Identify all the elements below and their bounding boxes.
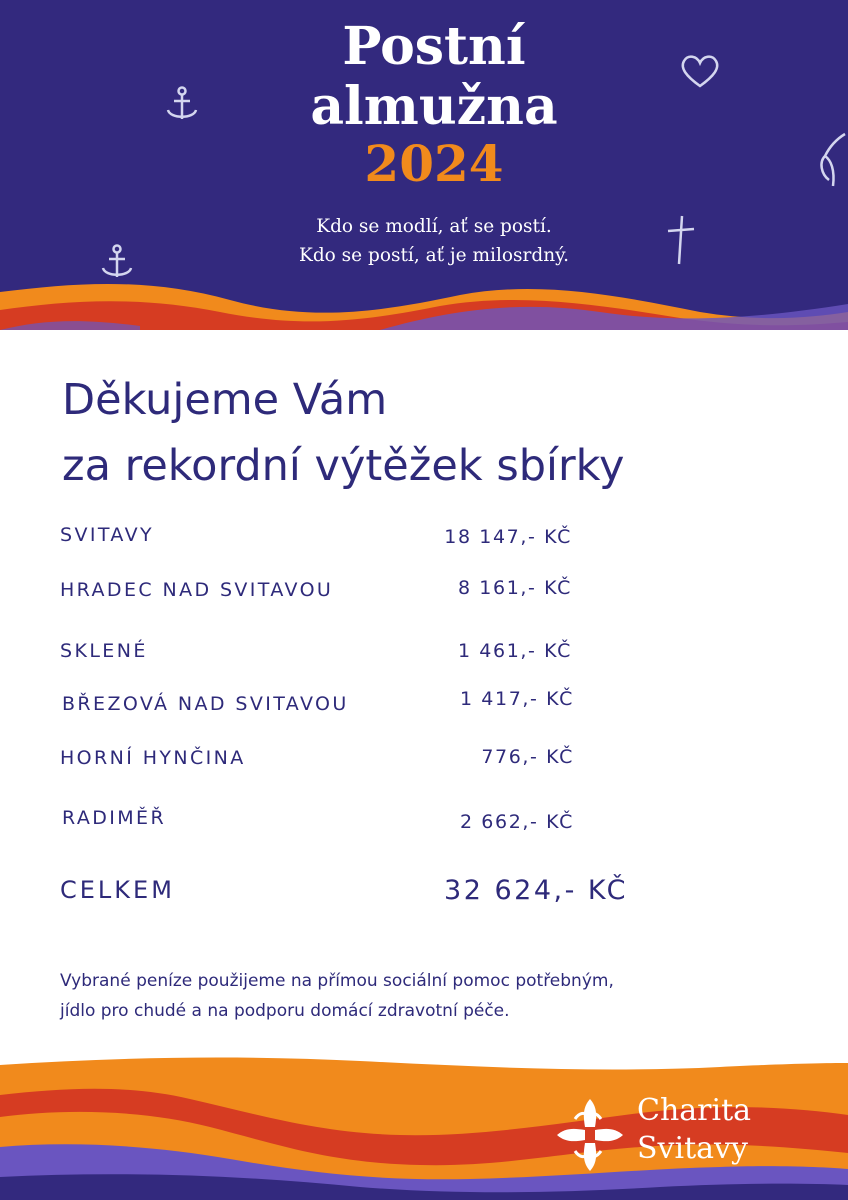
charita-cross-icon (555, 1097, 625, 1173)
collection-place: HRADEC NAD SVITAVOU (60, 579, 334, 601)
collection-amount: 1 417,- KČ (459, 688, 574, 710)
collection-place: SKLENÉ (60, 640, 148, 662)
collection-place: RADIMĚŘ (62, 807, 167, 829)
cross-icon (664, 214, 698, 266)
collection-place: BŘEZOVÁ NAD SVITAVOU (62, 693, 349, 715)
usage-note-line-1: Vybrané peníze použijeme na přímou sociální pomoc potřebným, (60, 971, 614, 991)
logo-text-line-2: Svitavy (637, 1131, 748, 1166)
anchor-icon (165, 86, 199, 124)
thanks-heading-line-2: za rekordní výtěžek sbírky (62, 441, 625, 491)
motto-line-1: Kdo se modlí, ať se postí. (316, 216, 552, 237)
title-year: 2024 (364, 134, 504, 193)
header-banner (0, 0, 848, 330)
collection-amount: 8 161,- KČ (457, 577, 572, 599)
total-label: CELKEM (60, 876, 175, 904)
collection-amount: 2 662,- KČ (459, 811, 574, 833)
heart-icon (678, 52, 722, 90)
title-line-1: Postní (342, 16, 526, 77)
collection-amount: 18 147,- KČ (444, 526, 572, 548)
motto-line-2: Kdo se postí, ať je milosrdný. (299, 245, 569, 266)
figure-sketch-icon (815, 130, 848, 200)
logo-text-line-1: Charita (637, 1093, 752, 1128)
collection-place: SVITAVY (60, 524, 154, 546)
title-line-2: almužna (310, 76, 558, 137)
collection-place: HORNÍ HYNČINA (60, 747, 246, 769)
collection-amount: 776,- KČ (481, 746, 574, 768)
collection-amount: 1 461,- KČ (457, 640, 572, 662)
usage-note (60, 966, 614, 1026)
anchor-icon (100, 244, 134, 282)
thanks-heading-line-1: Děkujeme Vám (62, 375, 388, 425)
total-amount: 32 624,- KČ (444, 875, 628, 906)
usage-note-line-2: jídlo pro chudé a na podporu domácí zdravotní péče. (60, 1001, 510, 1021)
charita-logo (555, 1095, 815, 1175)
